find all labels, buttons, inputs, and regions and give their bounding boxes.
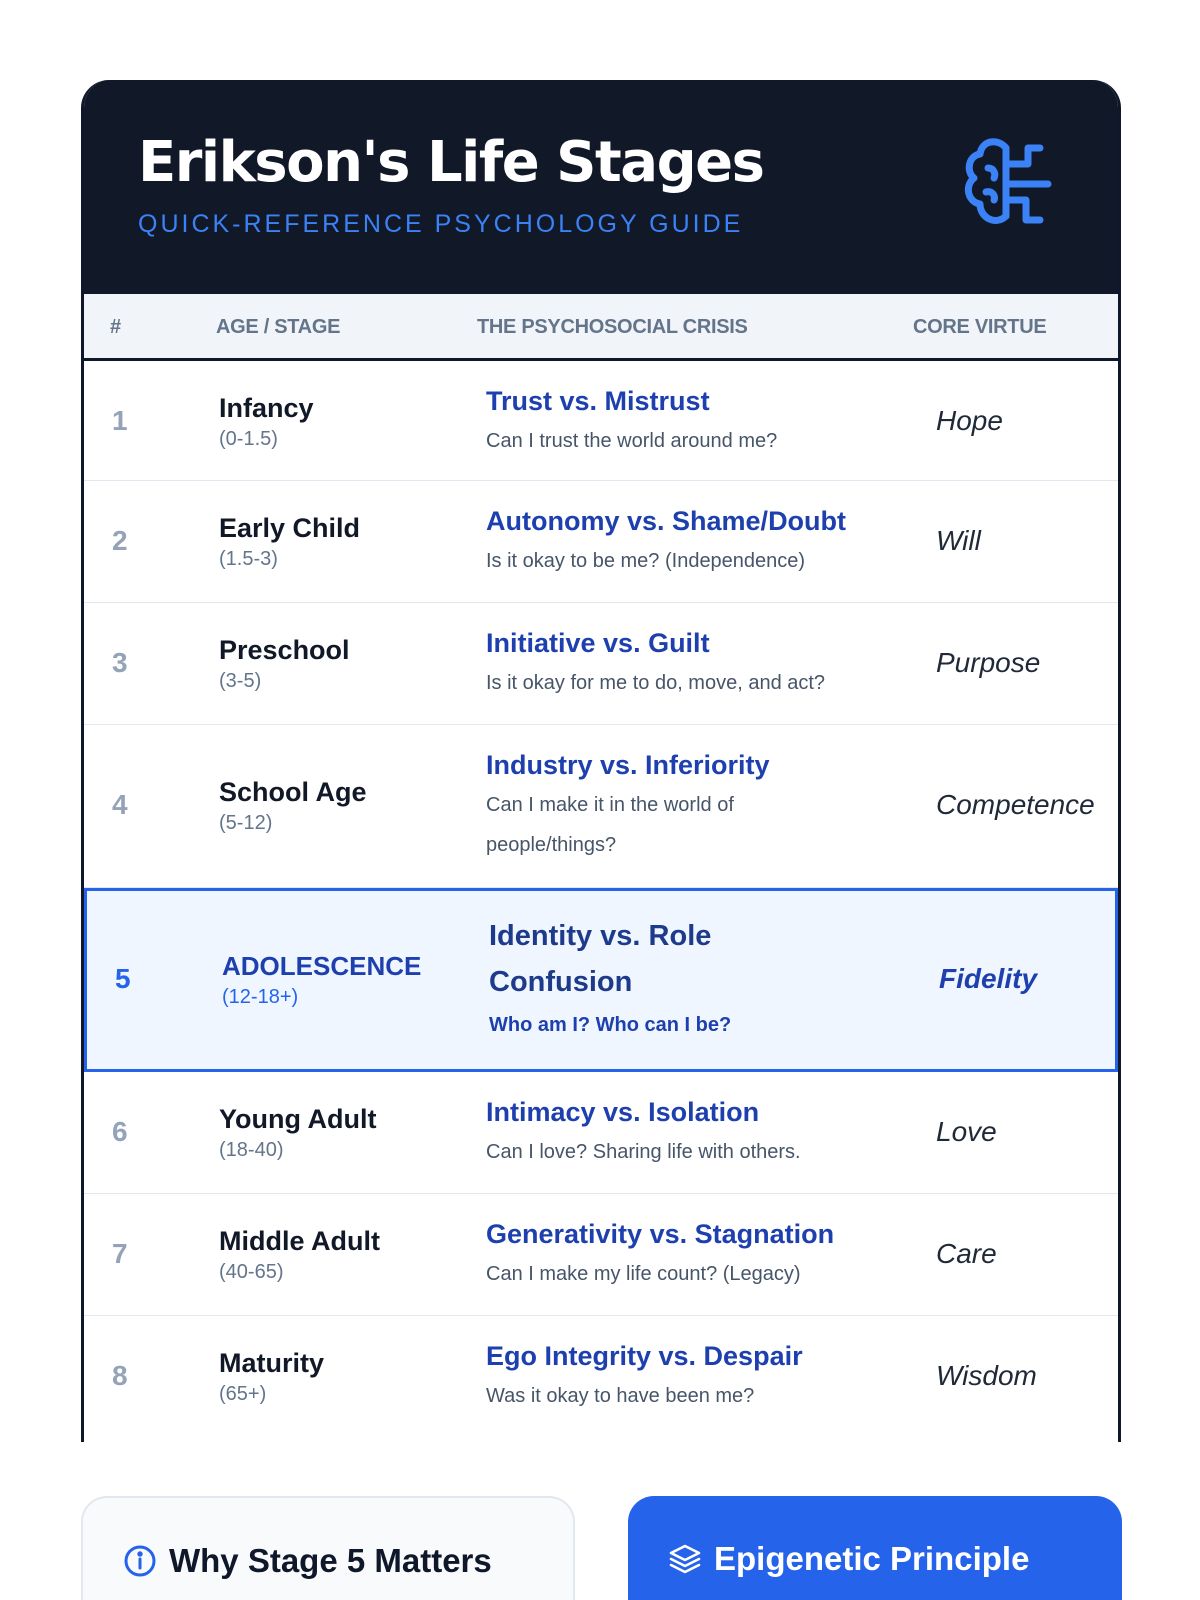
column-crisis: THE PSYCHOSOCIAL CRISIS	[477, 316, 748, 338]
stage-age: (5-12)	[219, 812, 273, 834]
layers-icon	[668, 1542, 702, 1576]
crisis-title: Ego Integrity vs. Despair	[486, 1341, 803, 1371]
stage-number: 1	[112, 405, 128, 436]
table-row	[84, 1316, 1118, 1438]
crisis-title: Autonomy vs. Shame/Doubt	[486, 506, 847, 536]
stage-age: (0-1.5)	[219, 428, 278, 450]
crisis-title: Trust vs. Mistrust	[486, 386, 710, 416]
crisis-cell	[486, 749, 786, 865]
stage-cell	[219, 393, 314, 451]
stage-cell	[219, 1104, 376, 1162]
stage-cell	[219, 777, 367, 835]
crisis-question: Was it okay to have been me?	[486, 1385, 755, 1408]
stage-name: Middle Adult	[219, 1226, 380, 1256]
crisis-title: Identity vs. Role Confusion	[489, 920, 712, 998]
stage-cell	[219, 1226, 380, 1284]
crisis-title: Generativity vs. Stagnation	[486, 1219, 835, 1249]
core-virtue: Competence	[936, 789, 1095, 820]
stage-number: 4	[112, 789, 128, 820]
page-subtitle: QUICK-REFERENCE PSYCHOLOGY GUIDE	[138, 210, 744, 238]
stage-cell	[222, 951, 421, 1009]
crisis-cell	[486, 1218, 896, 1294]
crisis-question: Can I love? Sharing life with others.	[486, 1141, 801, 1164]
stage-number: 2	[112, 525, 128, 556]
stage-name: ADOLESCENCE	[222, 951, 422, 981]
crisis-cell	[486, 1340, 896, 1416]
guide-card	[81, 80, 1121, 1442]
column-stage: AGE / STAGE	[216, 316, 341, 338]
why-stage-5-card	[81, 1496, 575, 1600]
stage-number: 8	[112, 1360, 128, 1391]
stage-age: (40-65)	[219, 1261, 284, 1283]
column-number: #	[110, 316, 121, 338]
stage-cell	[219, 513, 360, 571]
core-virtue: Hope	[936, 405, 1003, 436]
table-row	[84, 481, 1118, 603]
why-stage-5-title: Why Stage 5 Matters	[169, 1542, 492, 1579]
stage-number: 6	[112, 1116, 128, 1147]
crisis-cell	[486, 1096, 896, 1172]
stage-age: (18-40)	[219, 1139, 284, 1161]
epigenetic-card	[628, 1496, 1122, 1600]
epigenetic-title: Epigenetic Principle	[714, 1540, 1030, 1577]
table-row	[84, 361, 1118, 481]
stage-name: Infancy	[219, 393, 314, 423]
crisis-title: Intimacy vs. Isolation	[486, 1097, 760, 1127]
crisis-question: Can I make my life count? (Legacy)	[486, 1263, 801, 1286]
stage-number: 7	[112, 1238, 128, 1269]
core-virtue: Purpose	[936, 647, 1041, 678]
stage-age: (1.5-3)	[219, 548, 278, 570]
stage-number: 3	[112, 647, 128, 678]
crisis-question: Who am I? Who can I be?	[489, 1014, 732, 1036]
stage-age: (65+)	[219, 1383, 267, 1405]
table-header	[84, 294, 1118, 361]
guide-header	[84, 80, 1118, 294]
table-row	[84, 1194, 1118, 1316]
column-virtue: CORE VIRTUE	[913, 316, 1047, 338]
crisis-question: Can I make it in the world of people/things?	[486, 794, 734, 857]
stage-name: Maturity	[219, 1348, 325, 1378]
table-row	[84, 603, 1118, 725]
crisis-title: Industry vs. Inferiority	[486, 750, 770, 780]
table-row	[84, 725, 1118, 888]
stage-name: Young Adult	[219, 1104, 377, 1134]
crisis-question: Is it okay for me to do, move, and act?	[486, 672, 826, 695]
stage-name: Preschool	[219, 635, 350, 665]
stage-name: School Age	[219, 777, 367, 807]
stage-number: 5	[115, 963, 131, 994]
brain-circuit-icon	[960, 134, 1060, 234]
table-row-highlighted	[84, 888, 1118, 1072]
table-row	[84, 1072, 1118, 1194]
core-virtue: Will	[936, 525, 981, 556]
stage-age: (3-5)	[219, 670, 262, 692]
core-virtue: Fidelity	[939, 963, 1038, 994]
crisis-cell	[486, 385, 896, 461]
stage-age: (12-18+)	[222, 986, 299, 1008]
stage-cell	[219, 635, 350, 693]
crisis-cell	[486, 627, 896, 703]
info-icon	[123, 1544, 157, 1578]
stage-cell	[219, 1348, 324, 1406]
crisis-question: Is it okay to be me? (Independence)	[486, 550, 806, 573]
page-title: Erikson's Life Stages	[138, 130, 764, 195]
core-virtue: Love	[936, 1116, 997, 1147]
core-virtue: Wisdom	[936, 1360, 1037, 1391]
crisis-title: Initiative vs. Guilt	[486, 628, 710, 658]
core-virtue: Care	[936, 1238, 997, 1269]
crisis-cell	[486, 505, 896, 581]
crisis-cell	[489, 913, 819, 1045]
stage-name: Early Child	[219, 513, 361, 543]
crisis-question: Can I trust the world around me?	[486, 430, 778, 453]
